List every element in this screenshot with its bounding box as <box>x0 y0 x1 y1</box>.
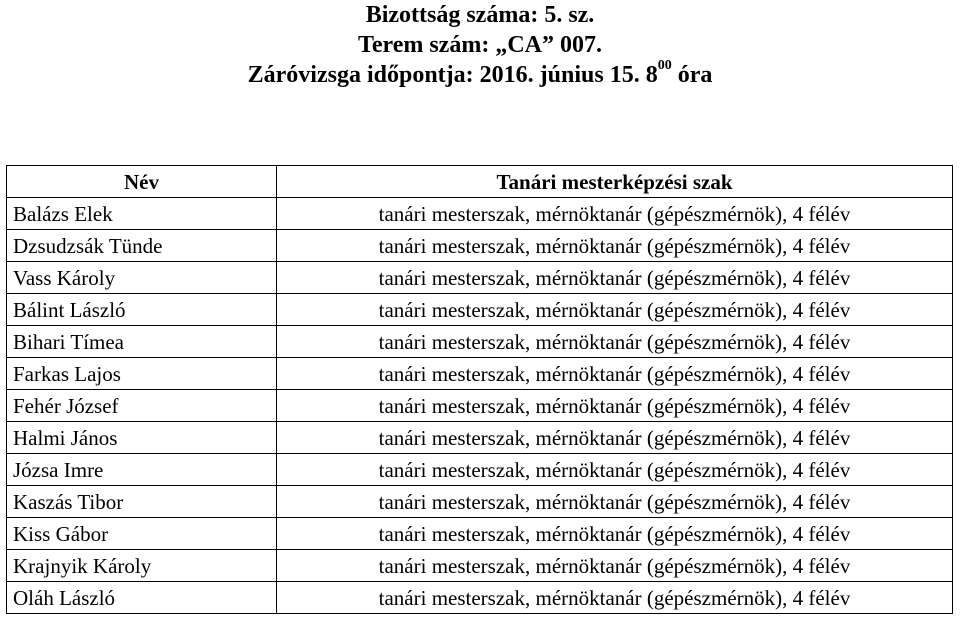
student-name: Krajnyik Károly <box>7 550 277 582</box>
committee-number: Bizottság száma: 5. sz. <box>365 2 595 28</box>
column-header-name: Név <box>7 166 277 198</box>
student-name: Bihari Tímea <box>7 326 277 358</box>
program-description: tanári mesterszak, mérnöktanár (gépészmérnök), 4 félév <box>277 262 953 294</box>
student-name: Józsa Imre <box>7 454 277 486</box>
table-header-row <box>7 166 953 198</box>
exam-time-minutes: 00 <box>657 58 672 73</box>
table-row <box>7 230 953 262</box>
document-header <box>0 0 960 90</box>
table-row <box>7 454 953 486</box>
student-name: Kaszás Tibor <box>7 486 277 518</box>
student-name: Bálint László <box>7 294 277 326</box>
table-row <box>7 294 953 326</box>
column-header-program: Tanári mesterképzési szak <box>277 166 953 198</box>
program-description: tanári mesterszak, mérnöktanár (gépészmérnök), 4 félév <box>277 454 953 486</box>
table-row <box>7 422 953 454</box>
exam-date <box>0 60 960 90</box>
exam-time-suffix: óra <box>671 62 713 88</box>
program-description: tanári mesterszak, mérnöktanár (gépészmérnök), 4 félév <box>277 550 953 582</box>
student-table <box>6 165 953 614</box>
student-name: Dzsudzsák Tünde <box>7 230 277 262</box>
program-description: tanári mesterszak, mérnöktanár (gépészmérnök), 4 félév <box>277 358 953 390</box>
program-description: tanári mesterszak, mérnöktanár (gépészmérnök), 4 félév <box>277 326 953 358</box>
program-description: tanári mesterszak, mérnöktanár (gépészmérnök), 4 félév <box>277 390 953 422</box>
program-description: tanári mesterszak, mérnöktanár (gépészmérnök), 4 félév <box>277 486 953 518</box>
table-row <box>7 582 953 614</box>
student-name: Halmi János <box>7 422 277 454</box>
program-description: tanári mesterszak, mérnöktanár (gépészmérnök), 4 félév <box>277 198 953 230</box>
table-row <box>7 486 953 518</box>
program-description: tanári mesterszak, mérnöktanár (gépészmérnök), 4 félév <box>277 230 953 262</box>
program-description: tanári mesterszak, mérnöktanár (gépészmérnök), 4 félév <box>277 518 953 550</box>
table-row <box>7 518 953 550</box>
program-description: tanári mesterszak, mérnöktanár (gépészmérnök), 4 félév <box>277 582 953 614</box>
table-row <box>7 390 953 422</box>
table-row <box>7 358 953 390</box>
table-row <box>7 326 953 358</box>
student-name: Fehér József <box>7 390 277 422</box>
table-row <box>7 550 953 582</box>
exam-date-text: Záróvizsga időpontja: 2016. június 15. 8 <box>247 62 658 88</box>
table-body <box>7 198 953 614</box>
student-name: Kiss Gábor <box>7 518 277 550</box>
program-description: tanári mesterszak, mérnöktanár (gépészmérnök), 4 félév <box>277 422 953 454</box>
student-name: Farkas Lajos <box>7 358 277 390</box>
table-row <box>7 198 953 230</box>
program-description: tanári mesterszak, mérnöktanár (gépészmérnök), 4 félév <box>277 294 953 326</box>
student-name: Vass Károly <box>7 262 277 294</box>
student-name: Balázs Elek <box>7 198 277 230</box>
room-number: Terem szám: „CA” 007. <box>358 32 602 58</box>
student-name: Oláh László <box>7 582 277 614</box>
table-row <box>7 262 953 294</box>
